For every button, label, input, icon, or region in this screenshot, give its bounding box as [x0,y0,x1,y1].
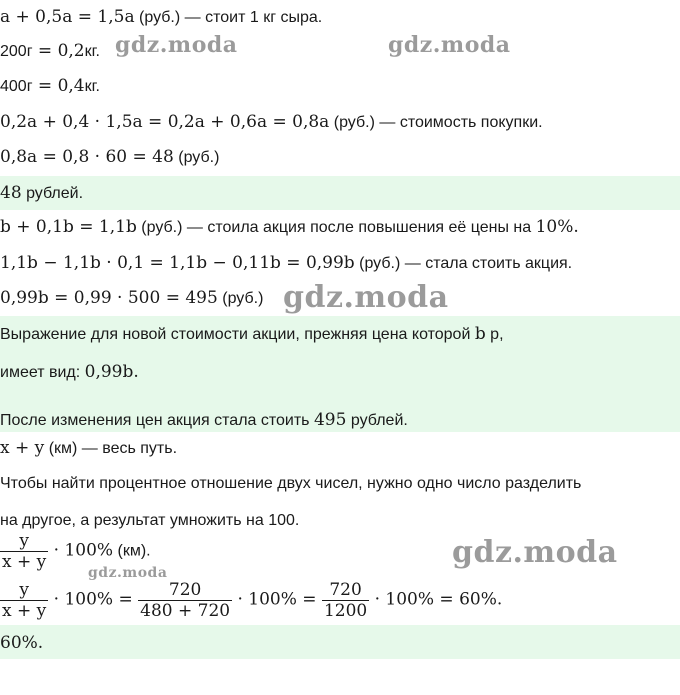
text-line [0,6,322,29]
text-line [0,75,100,98]
fraction-denominator: 480 + 720 [140,601,231,621]
fraction [0,580,48,621]
math-expression: · 100% = [232,589,322,610]
math-expression: 0,99b = 0,99 · 500 = 495 [0,288,218,308]
math-expression: b [474,324,486,344]
answer-line [0,323,504,346]
answer-line [0,409,408,432]
watermark: gdz.moda [452,535,618,570]
text-segment: Чтобы найти процентное отношение двух чисел, нужно одно число разделить [0,475,582,492]
text-segment: р, [485,326,504,343]
text-segment: (руб.) — стала стоить акция. [354,255,573,272]
math-expression: · 100% [48,540,114,561]
math-expression: · 100% = [48,589,139,610]
math-expression: 1,1b − 1,1b · 0,1 = 1,1b − 0,11b = 0,99b [0,253,355,273]
watermark: gdz.moda [283,280,449,315]
fraction-numerator: 720 [168,580,202,600]
math-expression: · 100% = 60%. [369,589,503,610]
text-segment: рублей. [346,412,408,429]
text-line [0,216,579,239]
text-line [0,287,263,310]
math-expression: 10%. [535,217,579,237]
math-expression: = 0,2 [32,41,85,61]
formula-line [0,580,502,621]
math-expression: x + y [0,438,45,458]
fraction [138,580,232,621]
text-segment: После изменения цен акция стала стоить [0,412,314,429]
math-expression: b + 0,1b = 1,1b [0,217,137,237]
text-line [0,40,100,63]
text-line [0,437,177,460]
text-segment: рублей. [21,185,84,202]
watermark: gdz.moda [88,565,168,581]
math-expression: 0,8a = 0,8 · 60 = 48 [0,147,174,167]
text-segment: (руб.) [217,290,264,307]
watermark: gdz.moda [115,32,238,58]
fraction [0,531,48,572]
fraction-denominator: x + y [2,552,47,572]
text-line [0,510,299,532]
text-segment: на другое, а результат умножить на 100. [0,512,300,529]
math-expression: = 0,4 [32,76,85,96]
math-expression: 0,99b. [84,362,139,382]
math-expression: 495 [313,410,347,430]
text-segment: (руб.) — стоит 1 кг сыра. [134,9,323,26]
watermark: gdz.moda [388,32,511,58]
fraction-denominator: 1200 [323,601,368,621]
text-segment: имеет вид: [0,364,85,381]
text-line [0,252,572,275]
text-segment: кг. [84,43,100,60]
fraction-denominator: x + y [2,601,47,621]
text-segment: (руб.) — стоимость покупки. [329,114,543,131]
math-expression: 48 [0,183,22,203]
text-segment: 400г [0,78,33,95]
answer-line [0,182,83,205]
fraction-numerator: 720 [329,580,362,600]
fraction-numerator: y [19,531,29,551]
text-segment: Выражение для новой стоимости акции, прежняя цена которой [0,326,475,343]
fraction [322,580,369,621]
text-segment: (руб.) [173,149,220,166]
text-segment: кг. [84,78,100,95]
answer-line [0,361,139,384]
answer-band-3 [0,625,680,659]
text-line [0,111,543,134]
text-segment: (км). [113,542,151,560]
math-expression: a + 0,5a = 1,5a [0,7,135,27]
math-expression: 60%. [0,633,44,653]
answer-band-1 [0,176,680,210]
text-line [0,146,219,169]
text-line [0,473,581,495]
text-segment: 200г [0,43,33,60]
math-expression: 0,2a + 0,4 · 1,5a = 0,2a + 0,6a = 0,8a [0,112,330,132]
fraction-numerator: y [19,580,29,600]
answer-line [0,632,43,655]
text-segment: (км) — весь путь. [44,440,178,457]
text-segment: (руб.) — стоила акция после повышения её цены на [136,219,536,236]
